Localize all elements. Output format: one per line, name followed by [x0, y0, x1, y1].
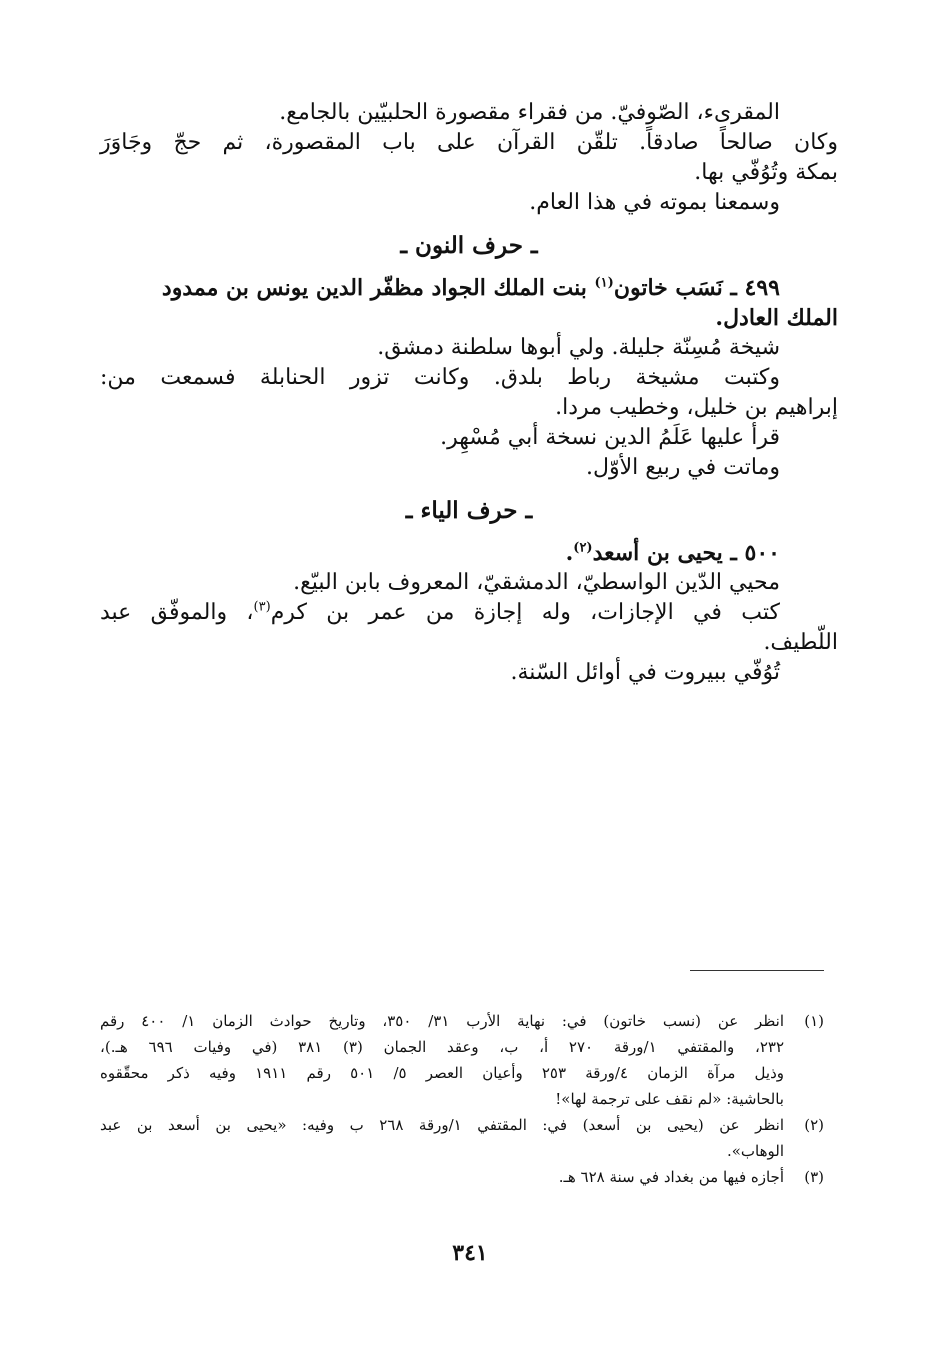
footnote-ref-3: (٣) — [253, 599, 271, 615]
entry-500-heading — [100, 538, 838, 568]
text-line: تُوُفّي ببيروت في أوائل السّنة. — [510, 660, 780, 685]
entry-499-heading-line2: الملك العادل. — [715, 305, 838, 331]
text-segment: ، والموفّق عبد — [100, 600, 254, 625]
footnote-line: ٢٣٢، والمقتفي ١/ورقة ٢٧٠ أ، ب، وعقد الجمان (٣) ٣٨١ (في وفيات ٦٩٦ هـ.)، — [100, 1038, 785, 1056]
text-line: وماتت في ربيع الأوّل. — [585, 455, 780, 480]
footnote-line: أجازه فيها من بغداد في سنة ٦٢٨ هـ. — [558, 1168, 784, 1186]
section-heading-ya: ـ حرف الياء ـ — [405, 497, 533, 524]
footnote-number: (٢) — [804, 1116, 824, 1134]
footnote-line: انظر عن (يحيى بن أسعد) في: المقتفي ١/ورقة ٢٦٨ ب وفيه: «يحيى بن أسعد بن عبد — [100, 1116, 785, 1134]
text-line: المقرىء، الصّوفيّ. من فقراء مقصورة الحلبيّين بالجامع. — [279, 100, 780, 125]
text-line: وسمعنا بموته في هذا العام. — [529, 190, 780, 215]
footnote-line: انظر عن (نسب خاتون) في: نهاية الأرب ٣١/ ٣٥٠، وتاريخ حوادث الزمان ١/ ٤٠٠ رقم — [100, 1012, 784, 1030]
footnote-line: بالحاشية: «لم نقف على ترجمة لها»! — [555, 1090, 784, 1108]
footnote-number: (١) — [804, 1012, 824, 1030]
footnote-line: الوهاب». — [726, 1142, 784, 1160]
text-line: قرأ عليها عَلَمُ الدين نسخة أبي مُسْهِر. — [440, 425, 780, 450]
text-line: وكان صالحاً صادقاً. تلقّن القرآن على باب المقصورة، ثم حجّ وجَاوَرَ — [100, 130, 838, 155]
text-line: إبراهيم بن خليل، وخطيب مردا. — [555, 395, 838, 420]
text-line: شيخة مُسِنّة جليلة. ولي أبوها سلطنة دمشق. — [377, 335, 780, 360]
footnote-ref-1: (١) — [594, 275, 614, 291]
entry-500-title-end: . — [565, 540, 574, 566]
entry-500-title: ٥٠٠ ـ يحيى بن أسعد — [592, 540, 780, 566]
text-segment: كتب في الإجازات، وله إجازة من عمر بن كرم — [270, 600, 780, 625]
footnote-3 — [100, 1164, 824, 1190]
footnote-1 — [100, 1008, 824, 1112]
page-number: ٣٤١ — [452, 1240, 488, 1266]
text-line — [100, 598, 838, 628]
footnote-divider — [690, 970, 824, 971]
footnote-line: وذيل مرآة الزمان ٤/ورقة ٢٥٣ وأعيان العصر ٥/ ٥٠١ رقم ١٩١١ وفيه ذكر محقّقوه — [100, 1064, 785, 1082]
text-line: اللّطيف. — [763, 630, 838, 655]
text-line: محيي الدّين الواسطيّ، الدمشقيّ، المعروف بابن البيّع. — [293, 570, 780, 595]
text-line: بمكة وتُوُفّي بها. — [694, 160, 838, 185]
entry-499-heading — [100, 273, 838, 303]
text-line: وكتبت مشيخة رباط بلدق. وكانت تزور الحنابلة فسمعت من: — [100, 365, 780, 390]
entry-499-title-rest: بنت الملك الجواد مظفّر الدين يونس بن ممدود — [161, 275, 595, 301]
main-text — [100, 98, 838, 688]
section-heading-nun: ـ حرف النون ـ — [400, 232, 538, 259]
footnote-2 — [100, 1112, 824, 1164]
entry-499-title: ٤٩٩ ـ نَسَب خاتون — [613, 275, 780, 301]
footnotes — [100, 1008, 824, 1190]
footnote-number: (٣) — [804, 1168, 824, 1186]
footnote-ref-2: (٢) — [573, 540, 593, 556]
